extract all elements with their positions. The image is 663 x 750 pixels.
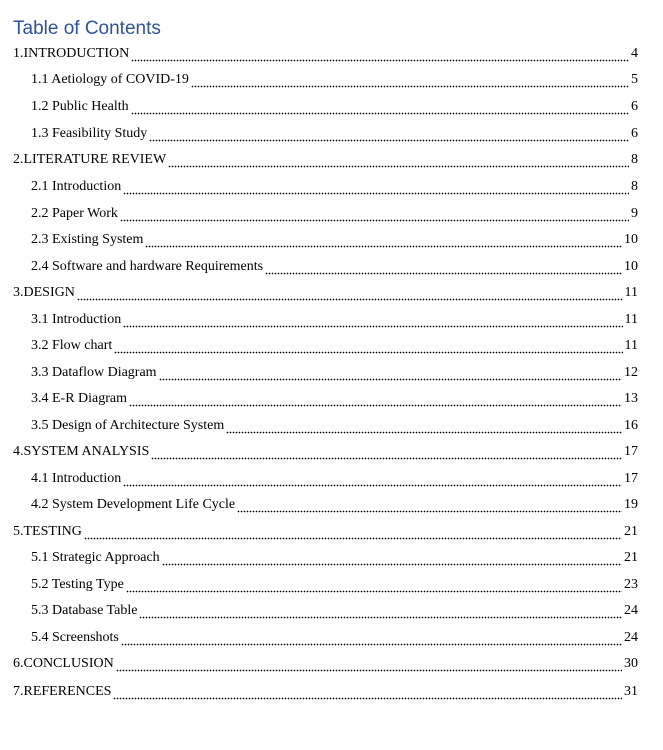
toc-entry-label: 5.2 Testing Type: [31, 577, 124, 592]
toc-entry-label: 1.INTRODUCTION: [13, 46, 130, 61]
dot-leader: [145, 244, 622, 248]
toc-entry-label: 2.LITERATURE REVIEW: [13, 152, 167, 167]
toc-entry-label: 2.1 Introduction: [31, 179, 122, 194]
toc-entry-page: 19: [624, 497, 638, 512]
toc-entry-public-health[interactable]: [31, 99, 638, 115]
toc-entry-label: 5.1 Strategic Approach: [31, 550, 160, 565]
toc-entry-page: 10: [624, 259, 638, 274]
toc-entry-page: 16: [624, 418, 638, 433]
toc-entry-page: 6: [631, 126, 638, 141]
toc-entry-references[interactable]: [13, 684, 638, 700]
dot-leader: [123, 483, 622, 487]
toc-entry-analysis-introduction[interactable]: [31, 471, 638, 487]
toc-entry-label: 3.DESIGN: [13, 285, 75, 300]
toc-entry-label: 3.3 Dataflow Diagram: [31, 365, 157, 380]
toc-entry-label: 2.4 Software and hardware Requirements: [31, 259, 264, 274]
toc-entry-testing-type[interactable]: [31, 577, 638, 593]
dot-leader: [120, 218, 629, 222]
dot-leader: [114, 350, 622, 354]
toc-entry-page: 21: [624, 550, 638, 565]
toc-entry-label: 3.4 E-R Diagram: [31, 391, 128, 406]
toc-entry-label: 1.2 Public Health: [31, 99, 129, 114]
toc-entry-label: 2.3 Existing System: [31, 232, 144, 247]
toc-entry-label: 5.TESTING: [13, 524, 82, 539]
toc-entry-page: 5: [631, 72, 638, 87]
dot-leader: [77, 297, 623, 301]
toc-entry-design-introduction[interactable]: [31, 312, 638, 328]
toc-entry-page: 30: [624, 656, 638, 671]
toc-entry-page: 31: [624, 684, 638, 699]
dot-leader: [159, 377, 622, 381]
toc-entry-dataflow-diagram[interactable]: [31, 365, 638, 381]
toc-entry-label: 5.4 Screenshots: [31, 630, 119, 645]
toc-entry-page: 8: [631, 152, 638, 167]
toc-entry-lit-introduction[interactable]: [31, 179, 638, 195]
toc-entry-software-hardware[interactable]: [31, 259, 638, 275]
dot-leader: [226, 430, 622, 434]
dot-leader: [129, 403, 622, 407]
toc-entry-page: 11: [624, 338, 638, 353]
toc-entry-sdlc[interactable]: [31, 497, 638, 513]
dot-leader: [123, 324, 622, 328]
toc-entry-page: 11: [624, 312, 638, 327]
dot-leader: [162, 562, 622, 566]
toc-entry-page: 17: [624, 471, 638, 486]
toc-entry-page: 17: [624, 444, 638, 459]
toc-entry-page: 24: [624, 630, 638, 645]
dot-leader: [237, 509, 622, 513]
toc-entry-page: 8: [631, 179, 638, 194]
toc-entry-conclusion[interactable]: [13, 656, 638, 672]
toc-entry-page: 9: [631, 206, 638, 221]
toc-entry-introduction[interactable]: [13, 46, 638, 62]
toc-entry-label: 4.1 Introduction: [31, 471, 122, 486]
toc-entry-label: 4.2 System Development Life Cycle: [31, 497, 236, 512]
toc-entry-architecture-design[interactable]: [31, 418, 638, 434]
toc-entry-page: 21: [624, 524, 638, 539]
dot-leader: [149, 138, 629, 142]
dot-leader: [84, 536, 622, 540]
toc-entry-flow-chart[interactable]: [31, 338, 638, 354]
toc-entry-label: 5.3 Database Table: [31, 603, 138, 618]
dot-leader: [265, 271, 622, 275]
toc-entry-page: 23: [624, 577, 638, 592]
toc-entry-page: 12: [624, 365, 638, 380]
toc-entry-aetiology[interactable]: [31, 72, 638, 88]
dot-leader: [126, 589, 622, 593]
toc-entry-label: 4.SYSTEM ANALYSIS: [13, 444, 150, 459]
dot-leader: [116, 668, 622, 672]
toc-entry-label: 3.1 Introduction: [31, 312, 122, 327]
dot-leader: [123, 191, 629, 195]
dot-leader: [191, 84, 629, 88]
toc-entry-system-analysis[interactable]: [13, 444, 638, 460]
dot-leader: [151, 456, 622, 460]
toc-entry-screenshots[interactable]: [31, 630, 638, 646]
dot-leader: [131, 111, 629, 115]
toc-entry-label: 1.1 Aetiology of COVID-19: [31, 72, 189, 87]
toc-entry-er-diagram[interactable]: [31, 391, 638, 407]
toc-entry-page: 10: [624, 232, 638, 247]
toc-entry-label: 6.CONCLUSION: [13, 656, 114, 671]
toc-entry-existing-system[interactable]: [31, 232, 638, 248]
dot-leader: [113, 696, 622, 700]
toc-entry-label: 3.2 Flow chart: [31, 338, 113, 353]
toc-entry-page: 4: [631, 46, 638, 61]
dot-leader: [131, 58, 629, 62]
toc-entry-database-table[interactable]: [31, 603, 638, 619]
toc-entry-label: 3.5 Design of Architecture System: [31, 418, 225, 433]
toc-entry-page: 13: [624, 391, 638, 406]
toc-entry-feasibility-study[interactable]: [31, 126, 638, 142]
toc-entry-strategic-approach[interactable]: [31, 550, 638, 566]
dot-leader: [139, 615, 622, 619]
toc-entry-label: 1.3 Feasibility Study: [31, 126, 148, 141]
toc-entry-label: 2.2 Paper Work: [31, 206, 118, 221]
toc-entry-page: 6: [631, 99, 638, 114]
toc-entry-testing[interactable]: [13, 524, 638, 540]
toc-entry-label: 7.REFERENCES: [13, 684, 112, 699]
toc-title: Table of Contents: [13, 18, 161, 39]
toc-entry-paper-work[interactable]: [31, 206, 638, 222]
dot-leader: [168, 164, 629, 168]
toc-entry-design[interactable]: [13, 285, 638, 301]
toc-entry-literature-review[interactable]: [13, 152, 638, 168]
toc-entry-page: 24: [624, 603, 638, 618]
dot-leader: [121, 642, 622, 646]
toc-entry-page: 11: [624, 285, 638, 300]
